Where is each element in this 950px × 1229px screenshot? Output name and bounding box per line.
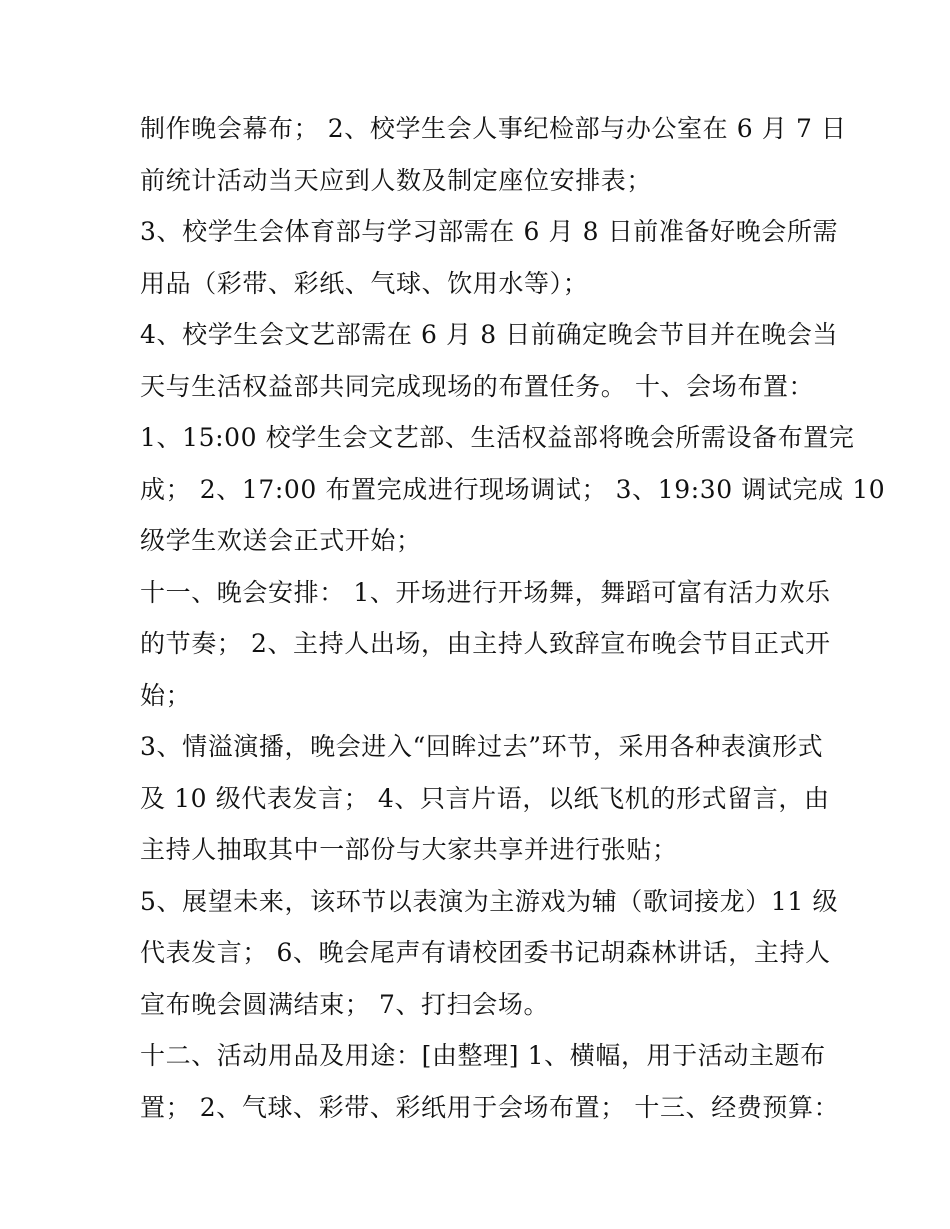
text-line-18: 宣布晚会圆满结束； 7、打扫会场。 (140, 989, 550, 1019)
text-line-13: 3、情溢演播，晚会进入“回眸过去”环节，采用各种表演形式 (140, 732, 824, 761)
text-line-2: 前统计活动当天应到人数及制定座位安排表； (140, 165, 653, 195)
text-line-15: 主持人抽取其中一部份与大家共享并进行张贴； (140, 835, 678, 864)
text-line-14: 及 10 级代表发言； 4、只言片语，以纸飞机的形式留言，由 (140, 783, 830, 813)
text-line-11: 的节奏； 2、主持人出场，由主持人致辞宣布晚会节目正式开 (140, 629, 831, 658)
text-line-6: 天与生活权益部共同完成现场的布置任务。 十、会场布置： (140, 371, 815, 401)
text-line-20: 置； 2、气球、彩带、彩纸用于会场布置； 十三、经费预算： (140, 1092, 840, 1122)
document-body-text (140, 103, 886, 1133)
text-line-4: 用品（彩带、彩纸、气球、饮用水等）； (140, 268, 589, 298)
text-line-5: 4、校学生会文艺部需在 6 月 8 日前确定晚会节目并在晚会当 (140, 320, 839, 349)
text-line-17: 代表发言； 6、晚会尾声有请校团委书记胡森林讲话，主持人 (140, 938, 831, 967)
text-line-16: 5、展望未来，该环节以表演为主游戏为辅（歌词接龙）11 级 (140, 886, 839, 916)
text-line-10: 十一、晚会安排： 1、开场进行开场舞，舞蹈可富有活力欢乐 (140, 577, 831, 607)
text-line-12: 始； (140, 680, 192, 710)
text-line-19: 十二、活动用品及用途：[由整理] 1、横幅，用于活动主题布 (140, 1041, 826, 1070)
text-line-3: 3、校学生会体育部与学习部需在 6 月 8 日前准备好晚会所需 (140, 217, 839, 246)
text-line-9: 级学生欢送会正式开始； (140, 526, 422, 555)
text-line-7: 1、15:00 校学生会文艺部、生活权益部将晚会所需设备布置完 (140, 423, 855, 452)
text-line-1: 制作晚会幕布； 2、校学生会人事纪检部与办公室在 6 月 7 日 (140, 114, 847, 143)
text-line-8: 成； 2、17:00 布置完成进行现场调试； 3、19:30 调试完成 10 (140, 474, 886, 504)
